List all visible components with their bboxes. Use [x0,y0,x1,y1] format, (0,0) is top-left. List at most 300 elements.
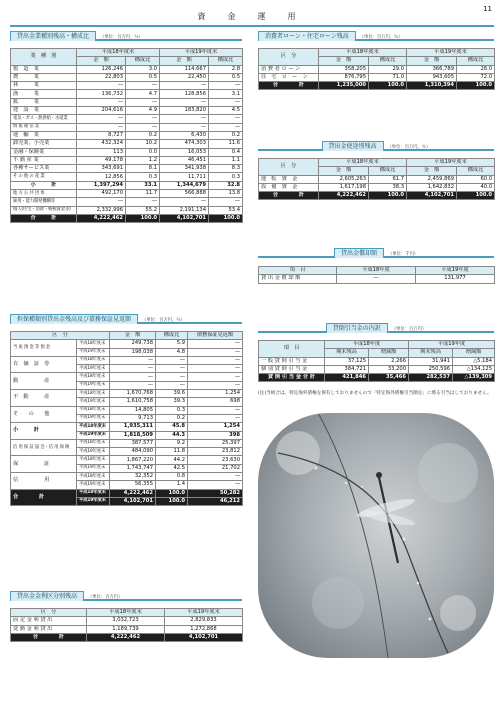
header-guarantee: 債務保証見返額 [188,332,243,340]
row-label: 合 計 [259,192,319,200]
row-value: 39.3 [156,398,188,406]
row-value: 11.6 [209,140,243,148]
row-value: — [188,406,243,414]
row-value: 492,170 [77,190,126,198]
row-value: 1.2 [126,156,160,164]
table-row [259,365,495,373]
row-value: 3,032,723 [87,617,165,625]
table-row [11,198,243,206]
row-value: 0.2 [209,131,243,139]
row-value: — [188,414,243,422]
header-year1: 平成18年度末 [87,609,165,617]
header-year2: 平成19年度末 [160,49,243,57]
reserves-section-header [258,323,494,333]
row-value: — [126,115,160,123]
row-label: 情 報 通 信 業 [11,123,77,131]
row-value: — [160,198,209,206]
header-amount: 金 額 [407,57,457,65]
collateral-section-header [10,314,242,324]
header-change: 増減額 [453,349,495,357]
dragonfly-photo [258,413,494,658]
table-row [11,356,243,364]
table-row [11,406,243,414]
header-year2: 平成19年度 [409,341,495,349]
year-label: 平成18年度末 [77,439,110,447]
row-value: — [188,348,243,356]
row-value: 4.9 [126,107,160,115]
row-value: 56,355 [110,481,156,489]
year-label: 平成18年度末 [77,356,110,364]
row-value: — [188,340,243,348]
row-value: — [209,115,243,123]
header-year1: 平成18年度末 [77,49,160,57]
row-value: 876,795 [319,73,369,81]
row-value: 1,610,758 [110,398,156,406]
reserves-table [258,340,495,382]
row-value: 1,344,679 [160,181,209,189]
header-year2: 平成19年度末 [407,49,495,57]
row-value: 1,254 [188,423,243,431]
row-value: 2,191,134 [160,206,209,214]
table-row [11,165,243,173]
row-value: 341,938 [160,165,209,173]
row-value: 2.8 [209,65,243,73]
row-value: 44.2 [156,456,188,464]
table-row [11,90,243,98]
header-year1: 平成18年度末 [319,49,407,57]
header-amount: 金 額 [407,167,457,175]
row-label: 小 計 [11,181,77,189]
collateral-table [10,331,243,506]
row-value: — [188,373,243,381]
row-value: 28.0 [457,65,495,73]
consumer-section-header [258,31,494,41]
row-value: — [77,123,126,131]
row-value: — [77,98,126,106]
row-value: 44.3 [156,431,188,439]
row-value: 32,352 [110,473,156,481]
row-label: そ の 他 の 産 業 [11,173,77,181]
header-category: 業 種 別 [11,49,77,66]
row-value: 33,200 [369,365,409,373]
row-value: — [188,356,243,364]
row-value: — [110,373,156,381]
row-value: 49,178 [77,156,126,164]
row-value: 136,732 [77,90,126,98]
table-row [11,617,243,625]
row-label: 合 計 [11,633,87,641]
row-label: 漁 業 [11,90,77,98]
row-value: 100.0 [457,192,495,200]
row-value: 53.4 [209,206,243,214]
industry-section-header [10,31,242,41]
row-value: 100.0 [369,192,407,200]
rate-title: 貸出金金利区分別残高 [10,591,84,601]
table-row [11,140,243,148]
rate-table [10,608,243,642]
consumer-unit: （単位：百万円、％） [359,35,403,40]
row-value: 1,189,739 [87,625,165,633]
row-value: — [126,198,160,206]
row-value: 100.0 [457,82,495,90]
year-label: 平成18年度末 [77,473,110,481]
table-row [11,625,243,633]
header-ratio: 構成比 [369,167,407,175]
row-label: 一 般 貸 倒 引 当 金 [259,357,325,365]
row-value: — [110,356,156,364]
purpose-table [258,158,495,200]
collateral-title: 担保種類別貸出金残高及び債務保証見返額 [10,314,138,324]
row-value: — [110,365,156,373]
year-label: 平成19年度末 [77,448,110,456]
row-value: — [160,115,209,123]
table-row [11,65,243,73]
row-value: 1.4 [156,481,188,489]
year-label: 平成18年度末 [77,423,110,431]
row-value: 1,670,768 [110,390,156,398]
table-row [259,175,495,183]
group-label: 当 座 預 金 等 預 金 [11,340,77,357]
row-value: 4.5 [209,107,243,115]
reserves-title: 貸倒引当金の内訳 [326,323,388,333]
row-value: — [160,82,209,90]
total-row [259,374,495,382]
group-label: 信 用 [11,473,77,490]
header-ratio: 構成比 [126,57,160,65]
row-value: 1,867,220 [110,456,156,464]
row-value: 8.1 [126,165,160,173]
writeoff-section-header [258,248,494,258]
row-label: 地 方 公 共 団 体 [11,190,77,198]
header-end-balance: 期末残高 [325,349,369,357]
row-value: 40.0 [457,183,495,191]
row-value: 35,466 [369,374,409,382]
row-value: 37,125 [325,357,369,365]
table-row [11,473,243,481]
row-value: 474,303 [160,140,209,148]
year-label: 平成18年度末 [77,456,110,464]
page-number: 11 [483,5,492,13]
row-value: — [156,381,188,389]
header-item: 項 目 [259,341,325,358]
total-row [11,214,243,222]
row-value: 183,820 [160,107,209,115]
year-label: 平成19年度末 [77,481,110,489]
row-value: — [156,356,188,364]
purpose-section-header [258,141,494,151]
header-amount: 金 額 [77,57,126,65]
row-value: 16,053 [160,148,209,156]
table-row [11,148,243,156]
row-value: 1,642,832 [407,183,457,191]
header-ratio: 構成比 [457,167,495,175]
row-value: 11,711 [160,173,209,181]
row-value: 0.5 [209,73,243,81]
row-value: 11.8 [156,448,188,456]
row-label: 合 計 [11,214,77,222]
row-value: — [188,473,243,481]
header-year1: 平成18年度 [325,341,409,349]
year-label: 平成19年度末 [77,464,110,472]
row-value: 126,246 [77,65,126,73]
year-label: 平成18年度末 [77,406,110,414]
year-label: 平成19年度末 [77,365,110,373]
row-value: 366,789 [407,65,457,73]
industry-unit: （単位：百万円、％） [100,35,143,40]
row-value: 14,805 [110,406,156,414]
header-item: 項 目 [259,267,337,275]
row-label: 変 動 金 利 貸 出 [11,625,87,633]
header-year1: 平成18年度 [337,267,416,275]
row-value: 0.3 [126,173,160,181]
group-label: 小 計 [11,423,77,440]
header-year1: 平成18年度末 [319,159,407,167]
row-value: 4,222,462 [110,489,156,497]
row-value: 943,605 [407,73,457,81]
year-label: 平成18年度末 [77,390,110,398]
row-value: — [188,481,243,489]
row-label: 各種サービス業 [11,165,77,173]
row-value: 384,721 [325,365,369,373]
table-row [11,73,243,81]
header-end-balance: 期末残高 [409,349,453,357]
row-value: 1,743,747 [110,464,156,472]
header-ratio: 構成比 [457,57,495,65]
header-category: 区 分 [259,49,319,66]
row-label: 製 造 業 [11,65,77,73]
table-row [11,340,243,348]
collateral-unit: （単位：百万円、％） [142,318,185,323]
row-value: 4,102,701 [160,214,209,222]
row-label: 林 業 [11,82,77,90]
row-value: 4,102,701 [407,192,457,200]
rate-section-header [10,591,242,601]
row-label: 金融・保険業 [11,148,77,156]
row-value: 21,702 [188,464,243,472]
row-value: 1,818,509 [110,431,156,439]
row-value: 31,941 [409,357,453,365]
row-value: 566,888 [160,190,209,198]
row-value: — [188,381,243,389]
row-value: 22,450 [160,73,209,81]
row-value: △134,125 [453,365,495,373]
row-value: 9,713 [110,414,156,422]
row-value: 3.1 [209,90,243,98]
row-value: 23,630 [188,456,243,464]
group-label: 信 用 保 証 協 会・信 用 保 険 [11,439,77,456]
row-value: 72.0 [457,73,495,81]
row-value: 29.0 [369,65,407,73]
row-label: 貸 倒 引 当 金 合 計 [259,374,325,382]
row-value: 11.7 [126,190,160,198]
row-label: 農 業 [11,73,77,81]
year-label: 平成18年度末 [77,340,110,348]
group-label: 有 価 証 券 [11,356,77,373]
row-value: 100.0 [369,82,407,90]
row-value: 42.5 [156,464,188,472]
row-value: 4,222,462 [77,214,126,222]
row-value: 387,577 [110,439,156,447]
rate-unit: （単位：百万円） [88,595,123,600]
row-value: — [110,381,156,389]
dragonfly-illustration [258,413,494,658]
row-value: 100.0 [156,497,188,505]
row-value: 282,537 [409,374,453,382]
row-value: 343,691 [77,165,126,173]
row-value: 2,605,263 [319,175,369,183]
row-value: 358,205 [319,65,369,73]
row-value: 4,102,701 [110,497,156,505]
row-value: 100.0 [209,214,243,222]
subtotal-row [11,423,243,431]
row-value: 0.2 [126,131,160,139]
row-value: 50,282 [188,489,243,497]
row-value: 25,397 [188,439,243,447]
group-label: 動 産 [11,373,77,390]
row-value: 249,738 [110,340,156,348]
row-label: 合 計 [259,82,319,90]
row-value: 198,038 [110,348,156,356]
row-value: 22,803 [77,73,126,81]
row-value: 0.5 [126,73,160,81]
row-value: 5.9 [156,340,188,348]
year-label: 平成19年度末 [77,431,110,439]
row-value: — [209,82,243,90]
row-value: 0.3 [156,406,188,414]
row-value: 4.8 [156,348,188,356]
row-label: 住 宅 ロ ー ン [259,73,319,81]
consumer-table [258,48,495,90]
row-label: 個 別 貸 倒 引 当 金 [259,365,325,373]
row-value: 38.3 [369,183,407,191]
row-value: 398 [188,431,243,439]
row-value: △5,184 [453,357,495,365]
header-ratio: 構成比 [209,57,243,65]
page-title: 資 金 運 用 [197,12,303,21]
row-value: 71.0 [369,73,407,81]
row-value: 2,266 [369,357,409,365]
row-value: 8,727 [77,131,126,139]
total-row [259,192,495,200]
consumer-title: 消費者ローン・住宅ローン残高 [258,31,356,41]
row-value: 39.6 [156,390,188,398]
row-label: 個人(住宅・消費・納税資金等) [11,206,77,214]
row-label: 固 定 金 利 貸 出 [11,617,87,625]
row-value: 13.8 [209,190,243,198]
group-label: 不 動 産 [11,390,77,407]
row-value: — [126,98,160,106]
table-row [11,131,243,139]
row-value: 0.8 [156,473,188,481]
row-value: 46,451 [160,156,209,164]
row-value: 61.7 [369,175,407,183]
row-value: 1,617,198 [319,183,369,191]
row-value: 12,856 [77,173,126,181]
row-label: 卸売業、小売業 [11,140,77,148]
row-value: 484,090 [110,448,156,456]
table-row [259,275,495,283]
row-value: 128,856 [160,90,209,98]
table-row [11,156,243,164]
table-row [11,190,243,198]
row-label: 運 転 資 金 [259,175,319,183]
row-value: — [337,275,416,283]
row-label: 不 動 産 業 [11,156,77,164]
row-value: 100.0 [126,214,160,222]
row-value: 1,397,294 [77,181,126,189]
header-amount: 金 額 [110,332,156,340]
row-value: 113 [77,148,126,156]
header-change: 増減額 [369,349,409,357]
row-value: 1,310,394 [407,82,457,90]
header-amount: 金 額 [319,57,369,65]
header-ratio: 構成比 [156,332,188,340]
row-value: — [160,123,209,131]
row-value: — [160,98,209,106]
row-label: 貸 出 金 償 却 額 [259,275,337,283]
table-row [11,173,243,181]
row-value: 1,272,868 [165,625,243,633]
row-value: — [188,365,243,373]
row-label: 電気・ガス・熱供給・水道業 [11,115,77,123]
row-value: 4,102,701 [165,633,243,641]
writeoff-table [258,266,495,284]
row-value: — [156,365,188,373]
row-value: 4.7 [126,90,160,98]
row-value: 0.3 [209,173,243,181]
row-label: 雇用・能力開発機構等 [11,198,77,206]
purpose-title: 貸出金使途別残高 [322,141,384,151]
year-label: 平成19年度末 [77,414,110,422]
row-value: 0.0 [126,148,160,156]
header-category: 区 分 [259,159,319,176]
row-value: 4,222,462 [319,192,369,200]
row-value: 2,332,996 [77,206,126,214]
total-row [259,82,495,90]
writeoff-unit: （単位：千円） [387,252,419,257]
row-value: 45.8 [156,423,188,431]
table-row [259,357,495,365]
reserves-note: (注)当組合は、特定海外債権を保有しておりませんので「特定海外債権引当勘定」に係る引当はしておりません。 [258,391,492,396]
row-value: 1,254 [188,390,243,398]
header-amount: 金 額 [160,57,209,65]
total-row [11,489,243,497]
table-row [11,206,243,214]
industry-table [10,48,243,223]
industry-title: 貸出金業種別残高・構成比 [10,31,96,41]
table-row [11,439,243,447]
row-value: 100.0 [156,489,188,497]
header-category: 区 分 [11,332,110,340]
header-year2: 平成19年度 [416,267,495,275]
row-value: — [126,123,160,131]
row-value: 2,829,833 [165,617,243,625]
year-label: 平成19年度末 [77,348,110,356]
row-value: 1,935,311 [110,423,156,431]
row-value: 1.1 [209,156,243,164]
row-value: 131,977 [416,275,495,283]
row-value: 33.1 [126,181,160,189]
year-label: 平成19年度末 [77,381,110,389]
year-label: 平成18年度末 [77,373,110,381]
row-value: 204,616 [77,107,126,115]
row-value: △139,309 [453,374,495,382]
row-label: 消 費 者 ロ ー ン [259,65,319,73]
table-row [259,73,495,81]
writeoff-title: 貸出金償却額 [334,248,384,258]
row-value: 0.4 [209,148,243,156]
row-value: 23,812 [188,448,243,456]
